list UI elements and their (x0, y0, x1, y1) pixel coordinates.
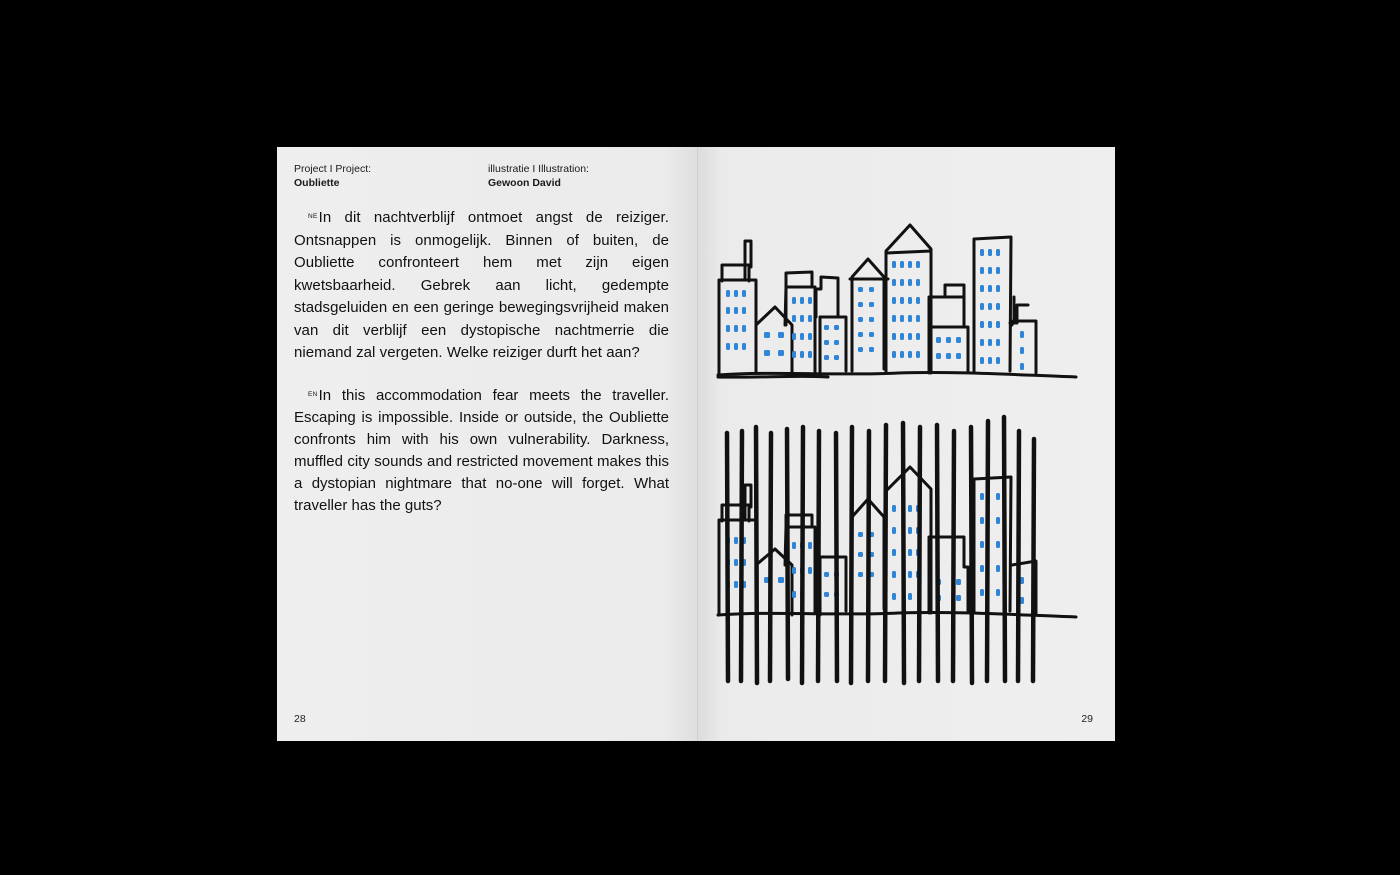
project-label: Project I Project: (294, 163, 372, 175)
ne-marker: NE (308, 213, 318, 220)
en-marker: EN (308, 391, 318, 398)
dutch-paragraph (294, 207, 669, 365)
page-number-left: 28 (294, 713, 306, 725)
dutch-text: In dit nachtverblijf ontmoet angst de reiziger. Ontsnappen is onmogelijk. Binnen of buiten, de Oubliette confronteert hem met zijn eigen kwetsbaarheid. Gebrek aan licht, gedempte stadsgeluiden en een geringe bewegingsvrijheid maken van dit verblijf een dystopische nachtmerrie die niemand zal vergeten. Welke reiziger durft het aan? (294, 209, 669, 361)
english-text: In this accommodation fear meets the traveller. Escaping is impossible. Inside or outside, the Oubliette confronts him with his own vulnerability. Darkness, muffled city sounds and restricted movement makes this a dystopian nightmare that no-one will forget. What traveller has the guts? (294, 387, 669, 514)
illustration-meta (488, 162, 589, 190)
skyline-top (718, 225, 1076, 377)
project-value: Oubliette (294, 177, 340, 189)
skyline-illustrations (698, 147, 1115, 741)
left-page (277, 147, 698, 741)
page-number-right: 29 (1081, 713, 1093, 725)
illustration-label: illustratie I Illustration: (488, 163, 589, 175)
illustration-value: Gewoon David (488, 177, 561, 189)
right-page (698, 147, 1115, 741)
project-meta (294, 162, 371, 190)
booklet-spread (277, 147, 1115, 741)
skyline-behind-bars (718, 417, 1076, 683)
english-paragraph (294, 385, 669, 517)
